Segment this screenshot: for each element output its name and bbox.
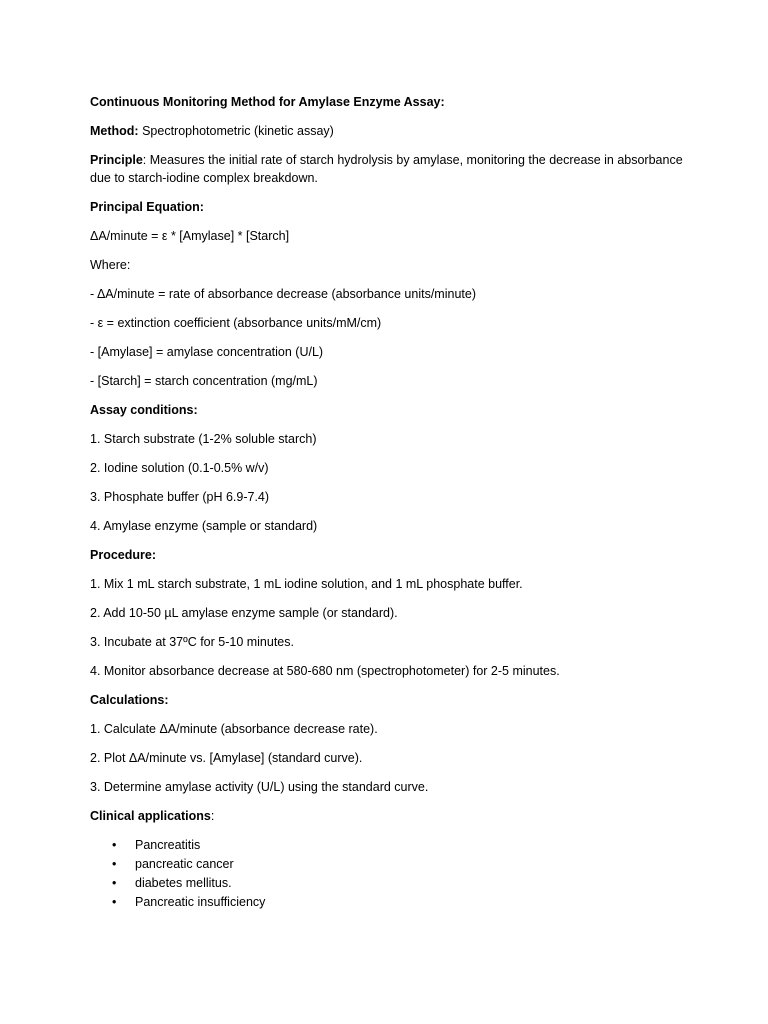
bullet-icon: • [112, 876, 117, 890]
procedure-step: 2. Add 10-50 µL amylase enzyme sample (or standard). [90, 606, 398, 620]
bullet-icon: • [112, 895, 117, 909]
method-paragraph [90, 122, 690, 140]
applications-list [90, 836, 690, 911]
definition-line: - [Starch] = starch concentration (mg/mL) [90, 374, 318, 388]
definition-line: - [Amylase] = amylase concentration (U/L) [90, 345, 324, 359]
applications-heading-line [90, 807, 690, 825]
equation-where: Where: [90, 258, 131, 272]
bullet-icon: • [112, 838, 117, 852]
application-text: Pancreatitis [135, 838, 201, 852]
list-item [90, 874, 690, 892]
condition-item: 4. Amylase enzyme (sample or standard) [90, 519, 318, 533]
applications-colon: : [210, 809, 215, 823]
list-item [90, 893, 690, 911]
calculation-step: 3. Determine amylase activity (U/L) using the standard curve. [90, 780, 429, 794]
definition-line: - ε = extinction coefficient (absorbance units/mM/cm) [90, 316, 382, 330]
document-title: Continuous Monitoring Method for Amylase Enzyme Assay: [90, 95, 445, 109]
principle-label: Principle [90, 153, 143, 167]
principle-text: : Measures the initial rate of starch hydrolysis by amylase, monitoring the decrease in absorbance due to starch-iodine complex breakdown. [90, 153, 683, 185]
method-label: Method: [90, 124, 139, 138]
procedure-step: 3. Incubate at 37ºC for 5-10 minutes. [90, 635, 294, 649]
list-item [90, 836, 690, 854]
application-text: Pancreatic insufficiency [135, 895, 266, 909]
condition-item: 1. Starch substrate (1-2% soluble starch) [90, 432, 317, 446]
bullet-icon: • [112, 857, 117, 871]
procedure-heading: Procedure: [90, 548, 156, 562]
condition-item: 2. Iodine solution (0.1-0.5% w/v) [90, 461, 269, 475]
method-text: Spectrophotometric (kinetic assay) [138, 124, 334, 138]
equation-formula: ΔA/minute = ε * [Amylase] * [Starch] [90, 229, 290, 243]
procedure-step: 4. Monitor absorbance decrease at 580-680 nm (spectrophotometer) for 2-5 minutes. [90, 664, 560, 678]
procedure-step: 1. Mix 1 mL starch substrate, 1 mL iodine solution, and 1 mL phosphate buffer. [90, 577, 523, 591]
application-text: diabetes mellitus. [135, 876, 232, 890]
application-text: pancreatic cancer [135, 857, 234, 871]
condition-item: 3. Phosphate buffer (pH 6.9-7.4) [90, 490, 270, 504]
applications-heading: Clinical applications [90, 809, 211, 823]
equation-heading: Principal Equation: [90, 200, 204, 214]
calculations-heading: Calculations: [90, 693, 169, 707]
definition-line: - ΔA/minute = rate of absorbance decrease (absorbance units/minute) [90, 287, 476, 301]
list-item [90, 855, 690, 873]
calculation-step: 1. Calculate ΔA/minute (absorbance decrease rate). [90, 722, 378, 736]
calculation-step: 2. Plot ΔA/minute vs. [Amylase] (standard curve). [90, 751, 363, 765]
conditions-heading: Assay conditions: [90, 403, 198, 417]
document-page [90, 93, 690, 912]
principle-paragraph [90, 151, 690, 187]
